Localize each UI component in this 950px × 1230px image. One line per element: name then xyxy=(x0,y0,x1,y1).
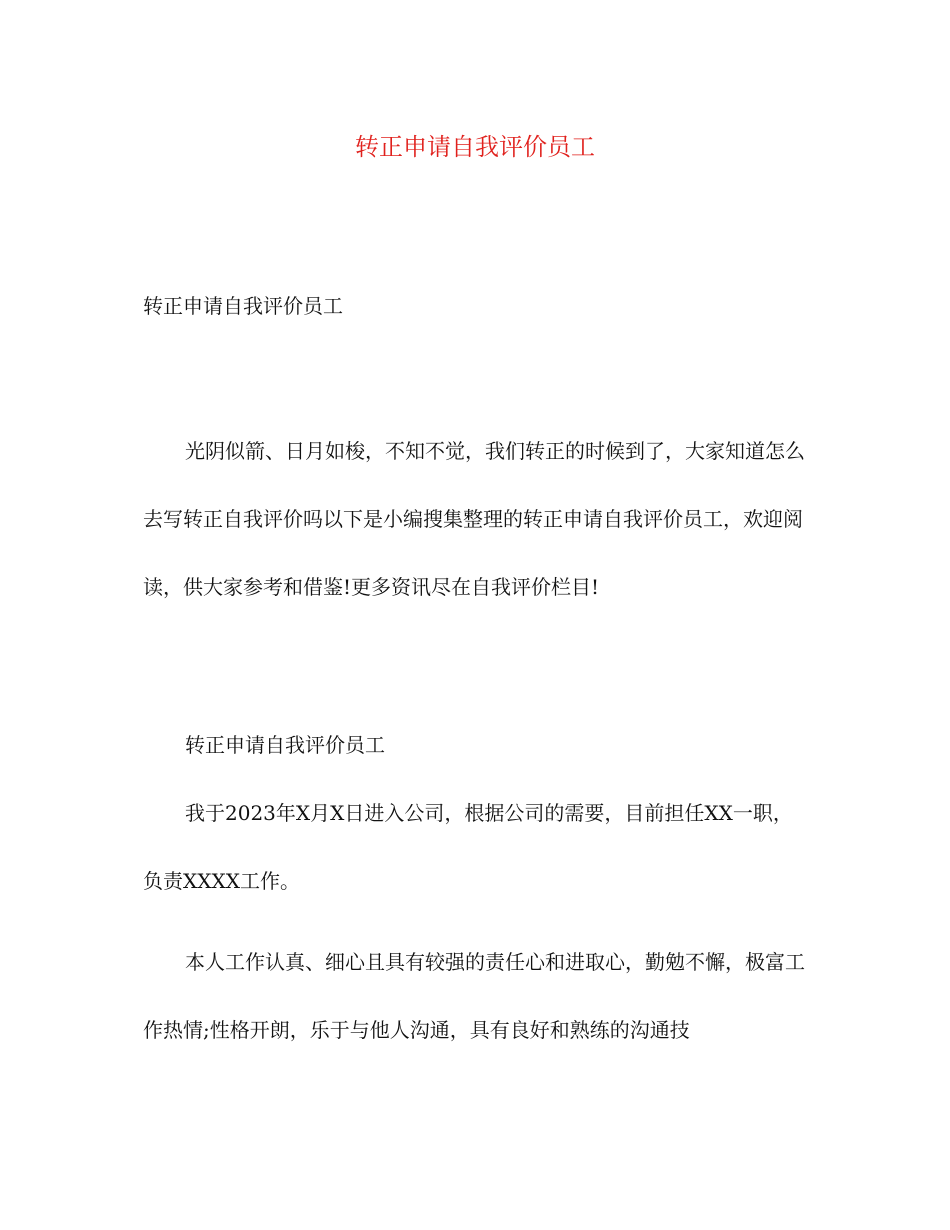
section-heading: 转正申请自我评价员工 xyxy=(185,733,385,757)
document-title: 转正申请自我评价员工 xyxy=(355,133,595,161)
body-paragraph-1: 我于2023年X月X日进入公司，根据公司的需要，目前担任XX一职，负责XXXX工作。 xyxy=(143,801,793,893)
body-paragraph-2: 本人工作认真、细心且具有较强的责任心和进取心，勤勉不懈，极富工作热情;性格开朗，乐于与他人沟通，具有良好和熟练的沟通技 xyxy=(143,950,805,1042)
document-subtitle: 转正申请自我评价员工 xyxy=(143,294,343,318)
intro-paragraph: 光阴似箭、日月如梭，不知不觉，我们转正的时候到了，大家知道怎么去写转正自我评价吗以下是小编搜集整理的转正申请自我评价员工，欢迎阅读，供大家参考和借鉴!更多资讯尽在自我评价栏目! xyxy=(143,439,805,599)
